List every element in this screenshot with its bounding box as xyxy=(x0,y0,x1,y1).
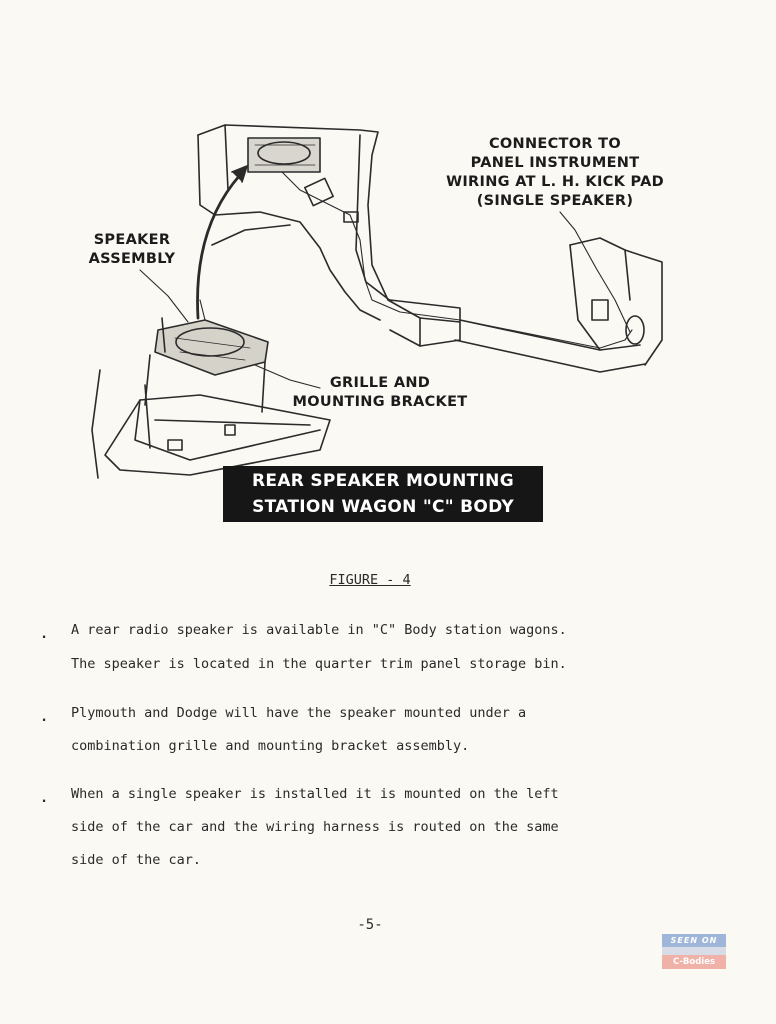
watermark-bottom-text: C-Bodies xyxy=(662,955,726,969)
paragraph xyxy=(40,786,720,876)
caption-line: REAR SPEAKER MOUNTING xyxy=(252,471,514,491)
quarter-panel-outline xyxy=(198,125,460,322)
callout-line: (SINGLE SPEAKER) xyxy=(476,193,634,209)
paragraph-line: A rear radio speaker is available in "C" Body station wagons. xyxy=(71,622,567,638)
page-number: -5- xyxy=(357,917,383,933)
paragraph-line: combination grille and mounting bracket assembly. xyxy=(71,738,470,754)
figure-label xyxy=(300,572,440,588)
callout-line: CONNECTOR TO xyxy=(488,136,622,152)
paragraph-line: When a single speaker is installed it is mounted on the left xyxy=(71,786,559,802)
paragraph-line: The speaker is located in the quarter trim panel storage bin. xyxy=(71,656,567,672)
figure-caption-box xyxy=(223,466,543,522)
callout-connector-label xyxy=(440,135,670,211)
caption-line: STATION WAGON "C" BODY xyxy=(252,497,514,517)
watermark-car-graphic xyxy=(662,947,726,955)
bullet: . xyxy=(40,626,49,642)
callout-line: GRILLE AND xyxy=(329,375,431,391)
bullet: . xyxy=(40,709,49,725)
paragraph-line: Plymouth and Dodge will have the speaker mounted under a xyxy=(71,705,527,721)
callout-line: SPEAKER xyxy=(93,232,171,248)
callout-line: PANEL INSTRUMENT xyxy=(470,155,640,171)
callout-line: WIRING AT L. H. KICK PAD xyxy=(446,174,664,190)
callout-line: ASSEMBLY xyxy=(88,251,176,267)
callout-speaker-assembly-label xyxy=(82,231,182,269)
paragraph xyxy=(40,705,720,765)
paragraph-line: side of the car. xyxy=(71,852,202,868)
paragraph-line: side of the car and the wiring harness is routed on the same xyxy=(71,819,559,835)
callout-grille-label xyxy=(285,374,475,412)
watermark-top-text: SEEN ON xyxy=(662,934,726,947)
direction-arrow xyxy=(197,175,240,318)
paragraph xyxy=(40,622,720,682)
callout-line: MOUNTING BRACKET xyxy=(292,394,468,410)
figure-label-text: FIGURE - 4 xyxy=(329,572,411,588)
watermark-logo xyxy=(662,934,726,974)
bullet: . xyxy=(40,790,49,806)
